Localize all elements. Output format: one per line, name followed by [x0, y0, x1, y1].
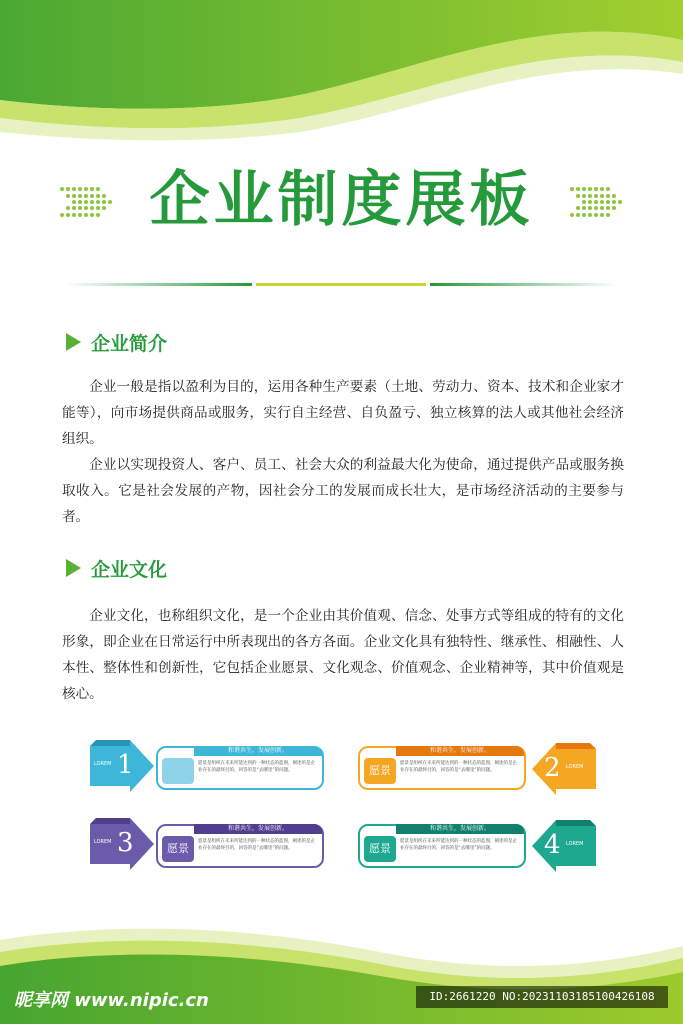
card-label: 愿景 [162, 836, 194, 862]
badge-number: 4 [544, 830, 561, 860]
badge-number: 1 [117, 750, 134, 780]
badge-label: LOREM [566, 764, 584, 770]
card-label [162, 758, 194, 784]
section-title: 企业文化 [91, 558, 168, 581]
top-wave-decoration [0, 0, 683, 150]
section-heading-culture [66, 553, 167, 583]
intro-paragraph-2: 企业以实现投资人、客户、员工、社会大众的利益最大化为使命，通过提供产品或服务换取收入。它是社会发展的产物，因社会分工的发展而成长壮大，是市场经济活动的主要参与者。 [62, 457, 624, 525]
culture-paragraph: 企业文化，也称组织文化，是一个企业由其价值观、信念、处事方式等组成的特有的文化形象，即企业在日常运行中所表现出的各方各面。企业文化具有独特性、继承性、相融性、人本性、整体性和创新性，它包括企业愿景、文化观念、价值观念、企业精神等，其中价值观是核心。 [62, 608, 624, 702]
info-card-3 [156, 824, 324, 868]
card-text: 愿景是组织在未来所能达到的一种状态的蓝图，阐述的是企业存在的最终目的，回答的是“去哪里”的问题。 [400, 839, 517, 851]
title-divider-left [66, 283, 252, 286]
arrow-badge-2 [532, 743, 596, 795]
info-card-2 [358, 746, 526, 790]
card-text: 愿景是组织在未来所能达到的一种状态的蓝图，阐述的是企业存在的最终目的，回答的是“去哪里”的问题。 [198, 761, 315, 773]
badge-number: 2 [544, 753, 561, 783]
info-card-1 [156, 746, 324, 790]
section-heading-intro [66, 327, 167, 357]
intro-paragraph-1: 企业一般是指以盈利为目的，运用各种生产要素（土地、劳动力、资本、技术和企业家才能等），向市场提供商品或服务，实行自主经营、自负盈亏、独立核算的法人或其他社会经济组织。 [62, 379, 624, 447]
info-card-4 [358, 824, 526, 868]
badge-number: 3 [117, 828, 134, 858]
card-text: 愿景是组织在未来所能达到的一种状态的蓝图，阐述的是企业存在的最终目的，回答的是“去哪里”的问题。 [198, 839, 315, 851]
title-divider-center [256, 283, 426, 286]
right-dot-arrow-icon [568, 185, 624, 219]
card-tab: 和谐共生，发展创新。 [194, 824, 322, 834]
page-title: 企业制度展板 [149, 165, 534, 235]
badge-label: LOREM [94, 839, 112, 845]
card-tab: 和谐共生，发展创新。 [194, 746, 322, 756]
image-id-strip: ID:2661220 NO:20231103185100426108 [416, 986, 668, 1008]
triangle-bullet-icon [66, 559, 81, 577]
card-tab: 和谐共生，发展创新。 [396, 746, 524, 756]
triangle-bullet-icon [66, 333, 81, 351]
badge-label: LOREM [94, 761, 112, 767]
section-title: 企业简介 [91, 332, 168, 355]
card-tab: 和谐共生，发展创新。 [396, 824, 524, 834]
card-label: 愿景 [364, 836, 396, 862]
card-text: 愿景是组织在未来所能达到的一种状态的蓝图，阐述的是企业存在的最终目的，回答的是“去哪里”的问题。 [400, 761, 517, 773]
card-label: 愿景 [364, 758, 396, 784]
badge-label: LOREM [566, 841, 584, 847]
title-divider-right [430, 283, 618, 286]
watermark-logo: 昵享网 www.nipic.cn [14, 990, 209, 1011]
arrow-badge-4 [532, 820, 596, 872]
